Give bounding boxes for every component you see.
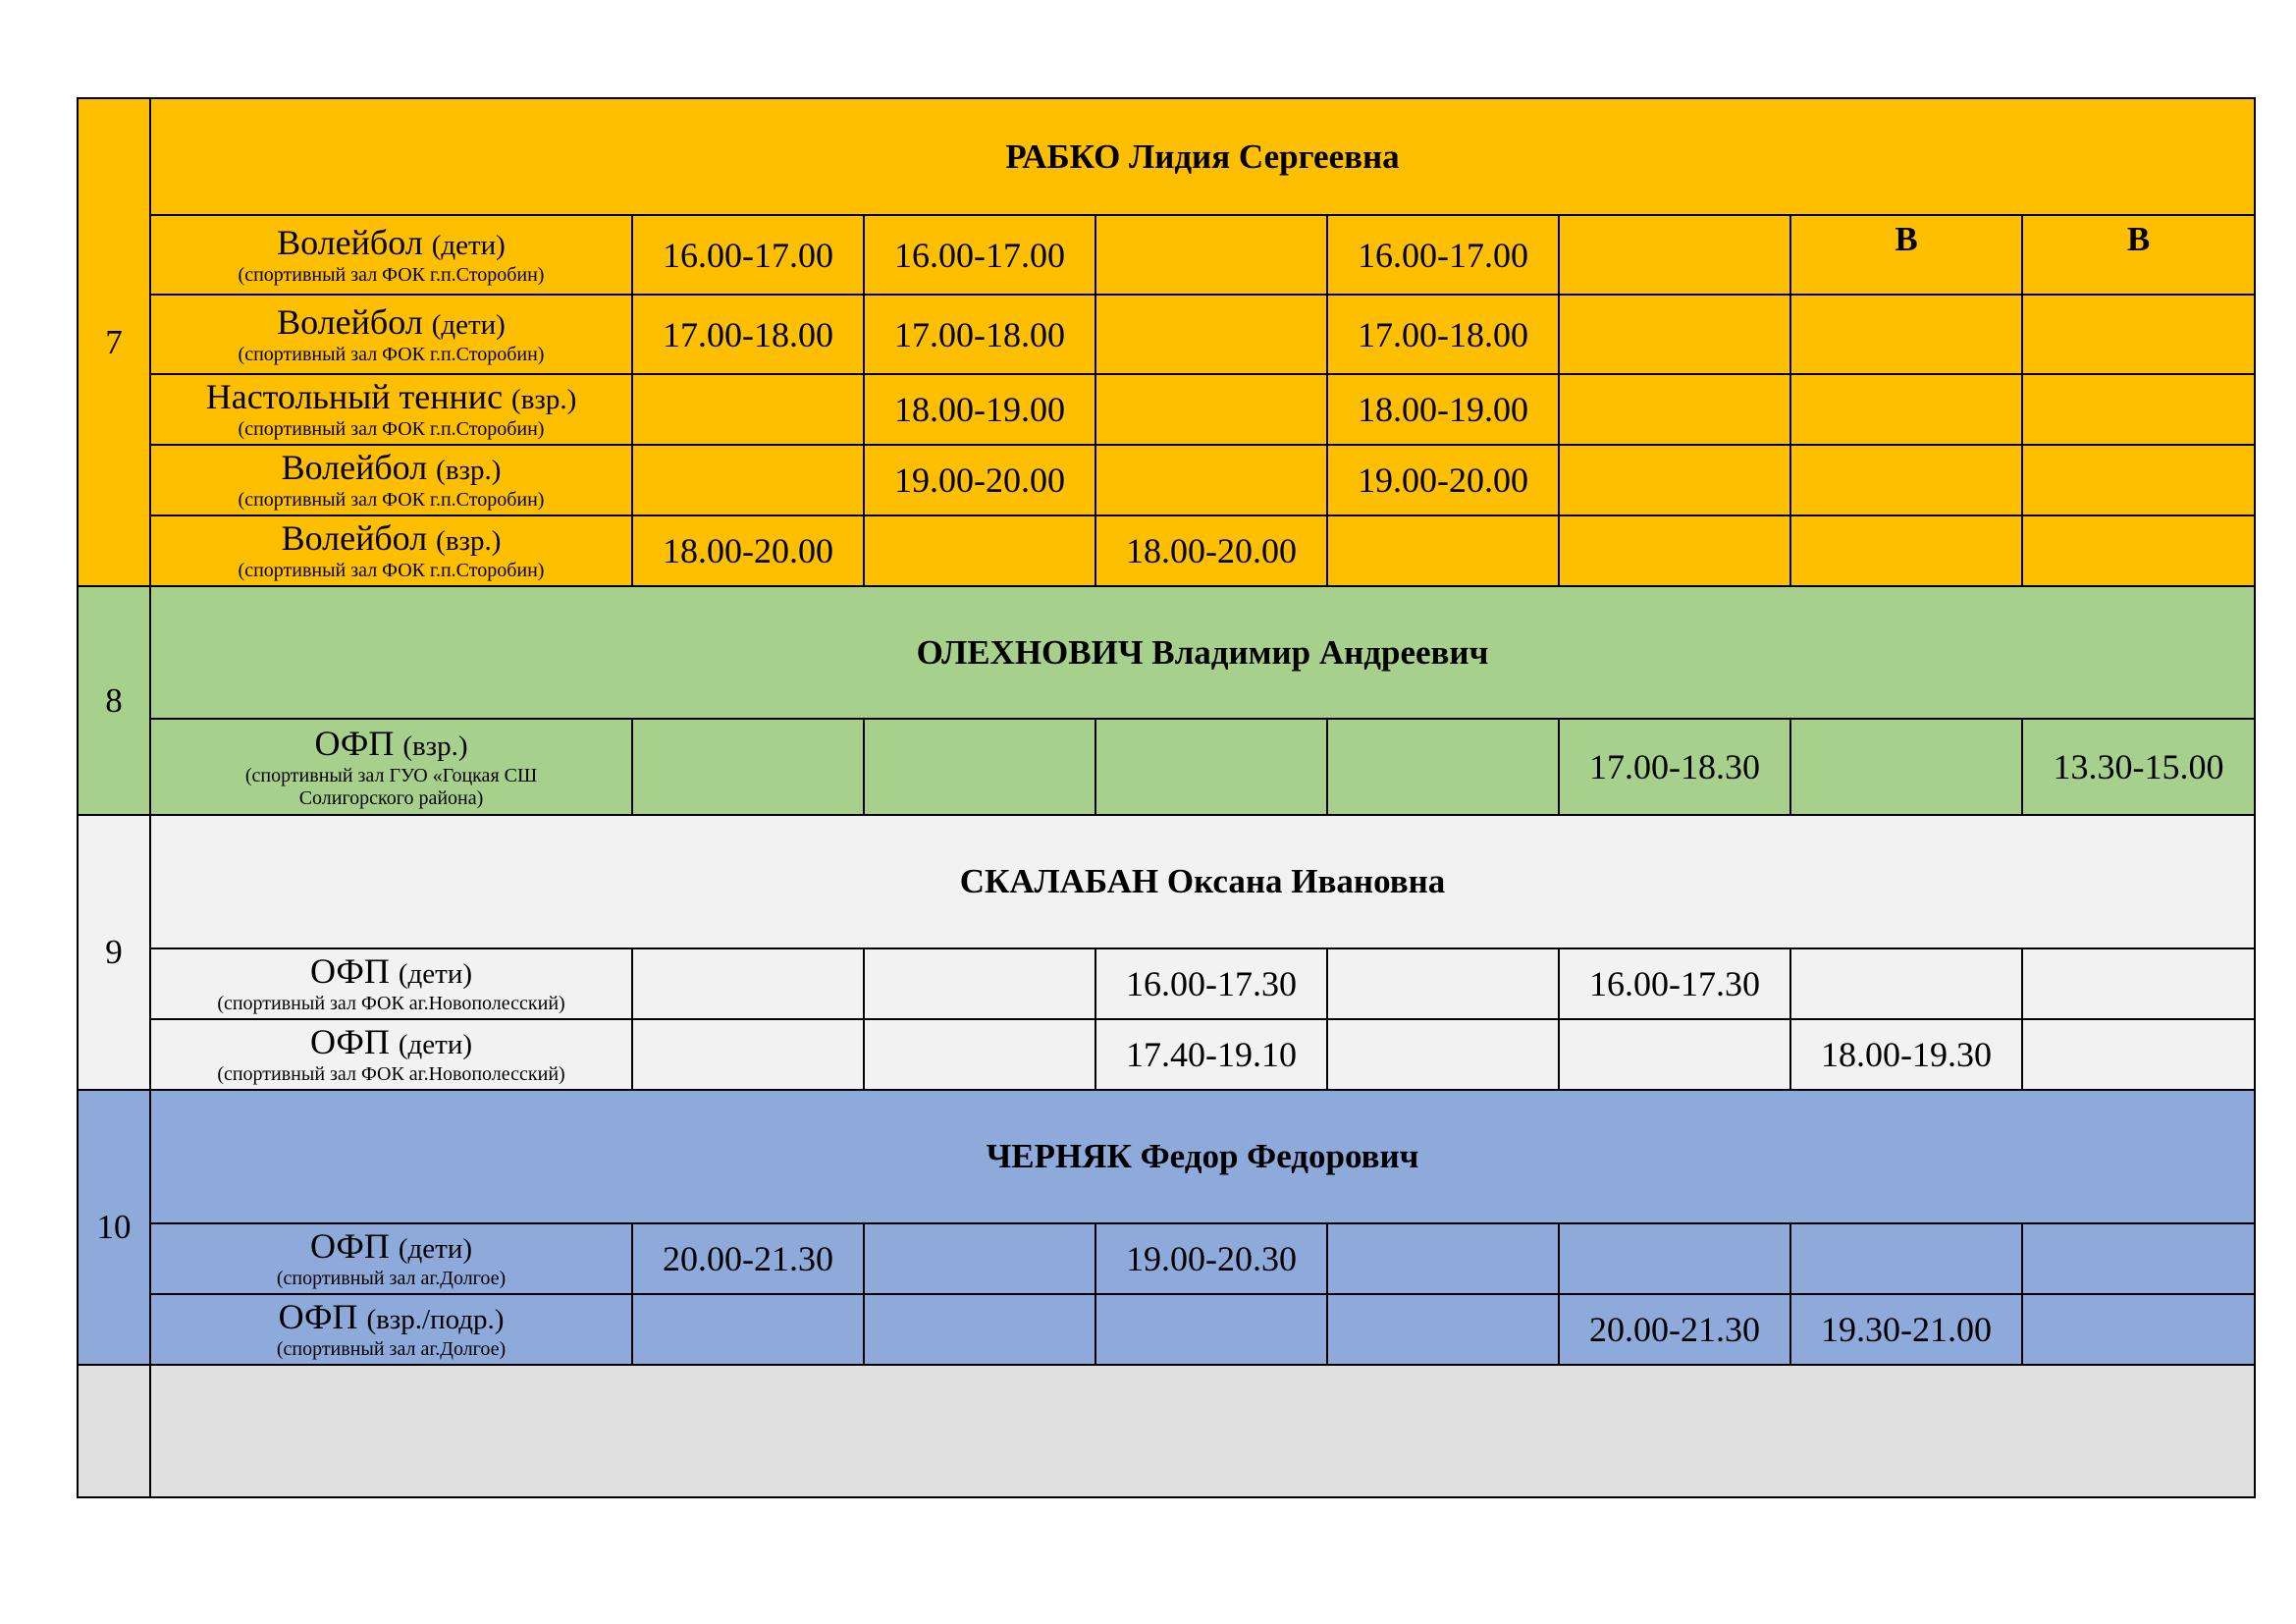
schedule-table (77, 97, 2256, 1498)
time-cell (864, 1223, 1095, 1294)
day-off-cell: В (1790, 215, 2022, 295)
activity-cell (150, 1223, 632, 1294)
activity-cell (150, 515, 632, 586)
activity-modifier: (взр.) (436, 525, 502, 557)
time-cell (1790, 295, 2022, 374)
activity-name: ОФП (309, 1022, 390, 1061)
time-cell (1559, 295, 1790, 374)
activity-cell (150, 295, 632, 374)
coach-name: ЧЕРНЯК Федор Федорович (150, 1090, 2255, 1223)
time-cell (1327, 948, 1559, 1019)
time-cell (1790, 719, 2022, 815)
coach-header-row (78, 98, 2255, 215)
time-cell: 19.00-20.30 (1095, 1223, 1327, 1294)
time-cell: 19.00-20.00 (1327, 445, 1559, 515)
time-cell: 18.00-19.00 (864, 374, 1095, 445)
time-cell: 16.00-17.00 (1327, 215, 1559, 295)
time-cell (1327, 515, 1559, 586)
time-cell (1559, 515, 1790, 586)
activity-modifier: (дети) (431, 308, 506, 341)
activity-cell (150, 719, 632, 815)
venue-text: (спортивный зал ФОК г.п.Сторобин) (238, 560, 545, 581)
time-cell (2022, 295, 2255, 374)
activity-name: ОФП (314, 723, 395, 763)
coach-header-row (78, 815, 2255, 948)
time-cell: 18.00-20.00 (632, 515, 864, 586)
time-cell: 16.00-17.30 (1095, 948, 1327, 1019)
activity-cell (150, 374, 632, 445)
time-cell (1095, 445, 1327, 515)
time-cell (2022, 445, 2255, 515)
coach-name: РАБКО Лидия Сергеевна (150, 98, 2255, 215)
time-cell: 16.00-17.30 (1559, 948, 1790, 1019)
activity-cell (150, 1294, 632, 1365)
time-cell (1790, 374, 2022, 445)
schedule-row (78, 295, 2255, 374)
time-cell (1790, 1223, 2022, 1294)
time-cell (864, 719, 1095, 815)
time-cell (864, 948, 1095, 1019)
time-cell (1095, 719, 1327, 815)
time-cell (632, 719, 864, 815)
activity-modifier: (дети) (431, 229, 506, 261)
time-cell: 17.40-19.10 (1095, 1019, 1327, 1090)
time-cell (2022, 948, 2255, 1019)
time-cell (1790, 515, 2022, 586)
time-cell (1790, 948, 2022, 1019)
activity-modifier: (дети) (398, 958, 473, 990)
activity-modifier: (дети) (398, 1029, 473, 1060)
time-cell (1559, 445, 1790, 515)
time-cell (1559, 1019, 1790, 1090)
time-cell (2022, 1223, 2255, 1294)
coach-header-row (78, 586, 2255, 719)
time-cell: 18.00-19.30 (1790, 1019, 2022, 1090)
time-cell: 20.00-21.30 (1559, 1294, 1790, 1365)
activity-name: Волейбол (281, 518, 428, 558)
activity-modifier: (взр.) (402, 730, 468, 762)
time-cell (864, 1294, 1095, 1365)
time-cell (1559, 374, 1790, 445)
time-cell: 17.00-18.00 (864, 295, 1095, 374)
empty-row (78, 1365, 2255, 1497)
time-cell (632, 445, 864, 515)
time-cell (1095, 295, 1327, 374)
time-cell: 16.00-17.00 (864, 215, 1095, 295)
time-cell: 17.00-18.00 (632, 295, 864, 374)
venue-text: (спортивный зал аг.Долгое) (276, 1268, 507, 1289)
time-cell (1559, 215, 1790, 295)
block-number: 10 (78, 1090, 150, 1365)
time-cell (2022, 1294, 2255, 1365)
coach-name: СКАЛАБАН Оксана Ивановна (150, 815, 2255, 948)
venue-text: (спортивный зал ГУО «Гоцкая СШ Солигорского района) (244, 764, 538, 809)
schedule-row (78, 374, 2255, 445)
activity-name: Волейбол (277, 222, 423, 262)
venue-text: (спортивный зал аг.Долгое) (276, 1338, 507, 1360)
activity-modifier: (взр.) (511, 384, 577, 415)
time-cell (1327, 719, 1559, 815)
activity-name: ОФП (309, 1226, 390, 1266)
time-cell: 16.00-17.00 (632, 215, 864, 295)
time-cell: 18.00-19.00 (1327, 374, 1559, 445)
activity-modifier: (дети) (398, 1233, 473, 1265)
block-number: 8 (78, 586, 150, 815)
time-cell (2022, 515, 2255, 586)
time-cell (1095, 1294, 1327, 1365)
time-cell: 18.00-20.00 (1095, 515, 1327, 586)
activity-name: Настольный теннис (205, 377, 504, 416)
time-cell (1790, 445, 2022, 515)
time-cell (1327, 1294, 1559, 1365)
time-cell (632, 948, 864, 1019)
time-cell: 19.30-21.00 (1790, 1294, 2022, 1365)
time-cell: 17.00-18.30 (1559, 719, 1790, 815)
activity-cell (150, 948, 632, 1019)
day-off-cell: В (2022, 215, 2255, 295)
activity-name: Волейбол (281, 448, 428, 487)
schedule-row (78, 1223, 2255, 1294)
time-cell (2022, 374, 2255, 445)
venue-text: (спортивный зал ФОК г.п.Сторобин) (238, 343, 545, 365)
time-cell (864, 515, 1095, 586)
schedule-row (78, 1294, 2255, 1365)
time-cell: 20.00-21.30 (632, 1223, 864, 1294)
time-cell (632, 1294, 864, 1365)
time-cell (1327, 1019, 1559, 1090)
coach-name: ОЛЕХНОВИЧ Владимир Андреевич (150, 586, 2255, 719)
activity-name: Волейбол (277, 301, 423, 342)
time-cell (632, 1019, 864, 1090)
time-cell (864, 1019, 1095, 1090)
venue-text: (спортивный зал ФОК г.п.Сторобин) (238, 489, 545, 511)
activity-modifier: (взр.) (436, 455, 502, 486)
schedule-row (78, 215, 2255, 295)
venue-text: (спортивный зал ФОК г.п.Сторобин) (238, 418, 545, 440)
coach-header-row (78, 1090, 2255, 1223)
empty-number-cell (78, 1365, 150, 1497)
time-cell (1095, 215, 1327, 295)
activity-name: ОФП (278, 1297, 358, 1336)
schedule-row (78, 445, 2255, 515)
time-cell (1327, 1223, 1559, 1294)
block-number: 7 (78, 98, 150, 586)
schedule-row (78, 948, 2255, 1019)
time-cell (632, 374, 864, 445)
activity-cell (150, 215, 632, 295)
schedule-row (78, 1019, 2255, 1090)
time-cell (1559, 1223, 1790, 1294)
activity-modifier: (взр./подр.) (366, 1304, 505, 1335)
venue-text: (спортивный зал ФОК аг.Новополесский) (217, 993, 565, 1014)
time-cell: 19.00-20.00 (864, 445, 1095, 515)
time-cell (1095, 374, 1327, 445)
schedule-row (78, 719, 2255, 815)
time-cell: 17.00-18.00 (1327, 295, 1559, 374)
block-number: 9 (78, 815, 150, 1090)
empty-content-cell (150, 1365, 2255, 1497)
venue-text: (спортивный зал ФОК г.п.Сторобин) (238, 263, 545, 286)
activity-name: ОФП (309, 951, 390, 991)
activity-cell (150, 445, 632, 515)
schedule-row (78, 515, 2255, 586)
venue-text: (спортивный зал ФОК аг.Новополесский) (217, 1063, 565, 1085)
activity-cell (150, 1019, 632, 1090)
time-cell (2022, 1019, 2255, 1090)
time-cell: 13.30-15.00 (2022, 719, 2255, 815)
